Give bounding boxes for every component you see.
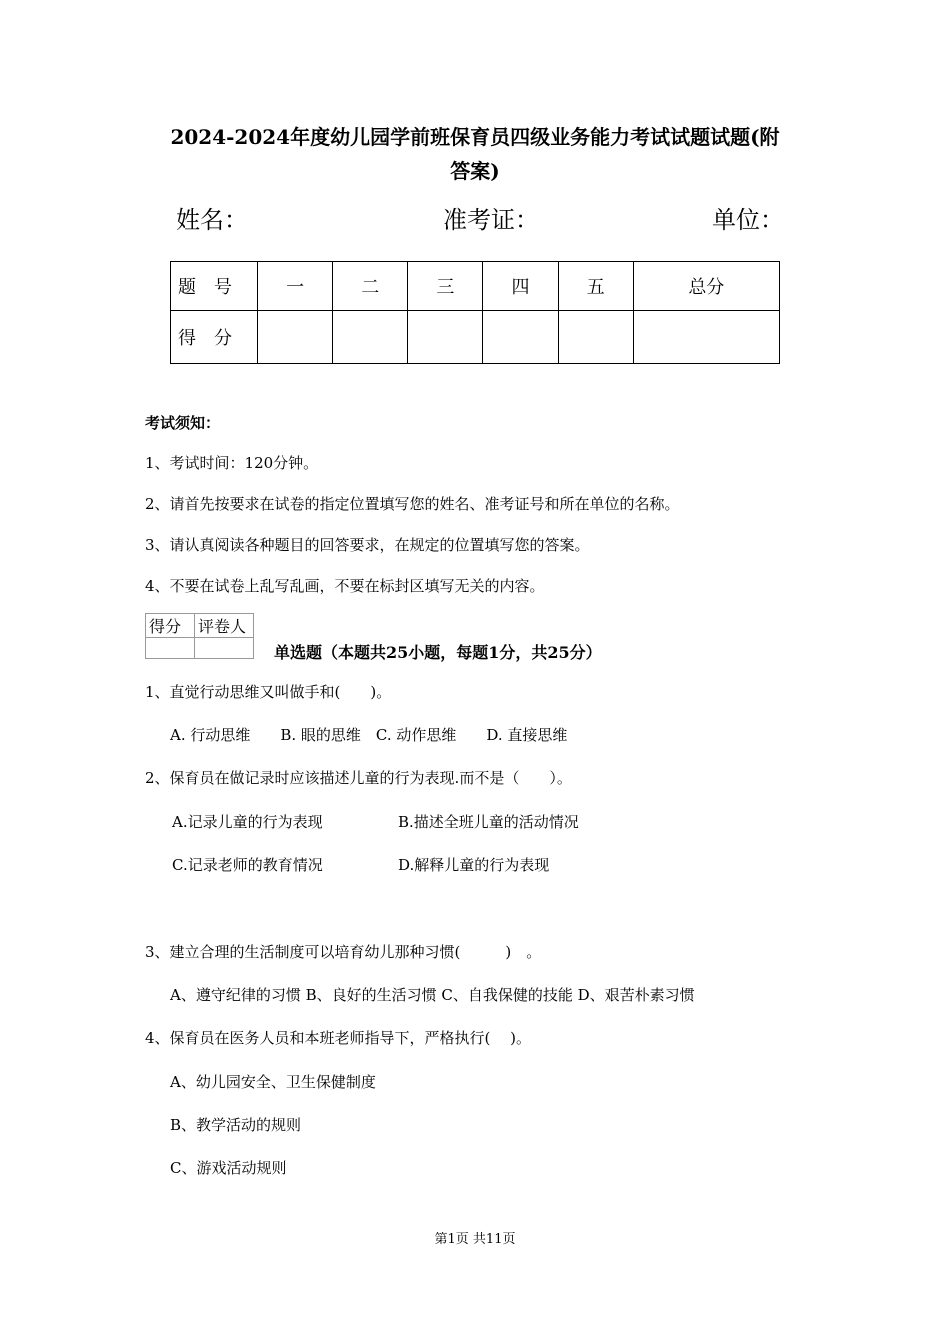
grader-reviewer-label: 评卷人 xyxy=(195,614,254,638)
score-cell-3 xyxy=(408,311,483,364)
column-header-4: 四 xyxy=(483,262,558,311)
question-1-options: A. 行动思维 B. 眼的思维 C. 动作思维 D. 直接思维 xyxy=(170,726,568,744)
question-4-option-a: A、幼儿园安全、卫生保健制度 xyxy=(170,1073,376,1091)
column-header-3: 三 xyxy=(408,262,483,311)
notice-title: 考试须知： xyxy=(145,414,221,432)
score-label-cell: 得分 xyxy=(171,311,258,364)
score-cell-total xyxy=(633,311,779,364)
column-header-1: 一 xyxy=(258,262,333,311)
title-line-2: 答案) xyxy=(450,159,500,183)
exam-title xyxy=(130,120,820,188)
section-title: 单选题（本题共25小题，每题1分，共25分） xyxy=(274,643,602,662)
notice-item-1: 1、考试时间：120分钟。 xyxy=(145,454,319,472)
score-table xyxy=(170,261,780,364)
question-4-option-b: B、教学活动的规则 xyxy=(170,1116,302,1134)
question-2-option-d: D.解释儿童的行为表现 xyxy=(398,856,550,874)
score-cell-1 xyxy=(258,311,333,364)
grader-box xyxy=(145,613,254,659)
column-header-total: 总分 xyxy=(633,262,779,311)
question-3: 3、建立合理的生活制度可以培育幼儿那种习惯( ) 。 xyxy=(145,943,542,961)
notice-item-4: 4、不要在试卷上乱写乱画，不要在标封区填写无关的内容。 xyxy=(145,577,545,595)
notice-item-2: 2、请首先按要求在试卷的指定位置填写您的姓名、准考证号和所在单位的名称。 xyxy=(145,495,680,513)
grader-score-label: 得分 xyxy=(146,614,195,638)
unit-field-label: 单位： xyxy=(712,206,784,234)
grader-reviewer-cell xyxy=(195,638,254,659)
column-header-2: 二 xyxy=(333,262,408,311)
column-header-5: 五 xyxy=(558,262,633,311)
header-label-cell: 题号 xyxy=(171,262,258,311)
notice-item-3: 3、请认真阅读各种题目的回答要求，在规定的位置填写您的答案。 xyxy=(145,536,590,554)
candidate-fields xyxy=(0,200,950,240)
question-2-option-b: B.描述全班儿童的活动情况 xyxy=(398,813,579,831)
exam-id-field-label: 准考证： xyxy=(443,206,539,234)
title-line-1: 2024-2024年度幼儿园学前班保育员四级业务能力考试试题试题(附 xyxy=(170,125,780,149)
question-2-option-c: C.记录老师的教育情况 xyxy=(172,856,323,874)
score-table-header-row xyxy=(171,262,780,311)
score-cell-5 xyxy=(558,311,633,364)
name-field-label: 姓名： xyxy=(176,206,248,234)
question-2-option-a: A.记录儿童的行为表现 xyxy=(172,813,323,831)
question-4-option-c: C、游戏活动规则 xyxy=(170,1159,287,1177)
question-1: 1、直觉行动思维又叫做手和( )。 xyxy=(145,683,392,701)
question-3-options: A、遵守纪律的习惯 B、良好的生活习惯 C、自我保健的技能 D、艰苦朴素习惯 xyxy=(170,986,695,1004)
score-table-score-row xyxy=(171,311,780,364)
page-footer: 第1页 共11页 xyxy=(434,1232,516,1247)
grader-score-cell xyxy=(146,638,195,659)
score-cell-2 xyxy=(333,311,408,364)
score-cell-4 xyxy=(483,311,558,364)
question-4: 4、保育员在医务人员和本班老师指导下，严格执行( )。 xyxy=(145,1029,532,1047)
question-2: 2、保育员在做记录时应该描述儿童的行为表现.而不是（ ）。 xyxy=(145,769,572,787)
